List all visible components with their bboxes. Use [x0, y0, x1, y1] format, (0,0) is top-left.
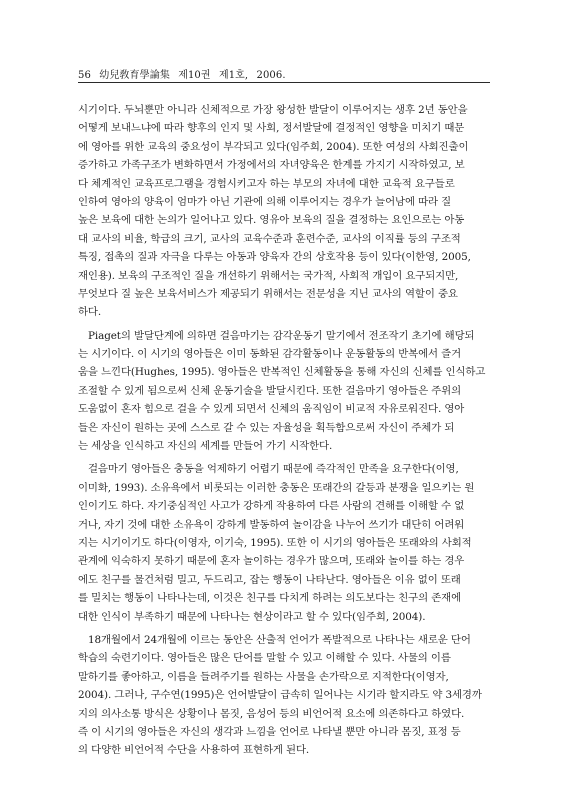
text-line: 다 체계적인 교육프로그램을 경험시키고자 하는 부모의 자녀에 대한 교육적 요구들로 [78, 177, 455, 190]
text-line: 를 밀치는 행동이 나타나는데, 이것은 친구를 다치게 하려는 의도보다는 친구의 존재에 [78, 592, 462, 605]
text-line: 관계에 익숙하지 못하기 때문에 혼자 놀이하는 경우가 많으며, 또래와 놀이를 하는 경우 [78, 555, 465, 568]
text-line: 증가하고 가족구조가 변화하면서 가정에서의 자녀양육은 한계를 가지기 시작하였고, 보 [78, 159, 465, 172]
text-line: 대 교사의 비율, 학급의 크기, 교사의 교육수준과 훈련수준, 교사의 이직률 등의 구조적 [78, 232, 461, 245]
body-text [78, 101, 490, 760]
text-line: 특징, 접촉의 질과 자극을 다루는 아동과 양육자 간의 상호작용 등이 있다(이한영, 2005, [78, 251, 471, 264]
text-line: 에 영아를 위한 교육의 중요성이 부각되고 있다(임주희, 2004). 또한 여성의 사회진출이 [78, 140, 469, 153]
text-line: 무엇보다 질 높은 보육서비스가 제공되기 위해서는 전문성을 지닌 교사의 역할이 중요 [78, 287, 458, 300]
text-line: 는 세상을 인식하고 자신의 세계를 만들어 가기 시작한다. [78, 440, 333, 453]
text-line: 도움없이 혼자 힘으로 걸을 수 있게 되면서 신체의 움직임이 비교적 자유로워진다. 영아 [78, 403, 465, 416]
paragraph [78, 101, 490, 322]
text-line: 움을 느낀다(Hughes, 1995). 영아들은 반복적인 신체활동을 통해 자신의 신체를 인식하고 [78, 366, 486, 379]
text-line: Piaget의 발달단계에 의하면 걸음마기는 감각운동기 말기에서 전조작기 초기에 해당되 [88, 329, 475, 342]
text-line: 말하기를 좋아하고, 이름을 들려주기를 원하는 사물을 손가락으로 지적한다(이영자, [78, 670, 449, 683]
text-line: 의 다양한 비언어적 수단을 사용하여 표현하게 된다. [78, 744, 310, 757]
text-line: 조절할 수 있게 됨으로써 신체 운동기술을 발달시킨다. 또한 걸음마기 영아들은 주위의 [78, 384, 462, 397]
header-rule [78, 82, 490, 83]
text-line: 지의 의사소통 방식은 상황이나 몸짓, 음성어 등의 비언어적 요소에 의존하다고 하였다. [78, 707, 465, 720]
text-line: 들은 자신이 원하는 곳에 스스로 갈 수 있는 자율성을 획득함으로써 자신이 주체가 되 [78, 421, 455, 434]
text-line: 대한 인식이 부족하기 때문에 나타나는 현상이라고 할 수 있다(임주희, 2004). [78, 610, 426, 623]
text-line: 이미화, 1993). 소유욕에서 비롯되는 이러한 충동은 또래간의 갈등과 분쟁을 일으키는 원 [78, 481, 475, 494]
text-line: 2004). 그러나, 구수연(1995)은 언어발달이 급속히 일어나는 시기라 할지라도 약 3세경까 [78, 689, 482, 702]
volume: 제10권 [178, 70, 211, 81]
text-line: 하다. [78, 306, 102, 319]
text-line: 는 시기이다. 이 시기의 영아들은 이미 동화된 감각활동이나 운동활동의 반복에서 즐거 [78, 348, 462, 361]
issue: 제1호, [218, 70, 249, 81]
paragraph [78, 631, 490, 760]
text-line: 거나, 자기 것에 대한 소유욕이 강하게 발동하여 놀이감을 나누어 쓰기가 대단히 어려워 [78, 518, 465, 531]
text-line: 에도 친구를 물건처럼 밀고, 두드리고, 잡는 행동이 나타난다. 영아들은 이유 없이 또래 [78, 573, 461, 586]
year: 2006. [256, 70, 286, 81]
text-line: 18개월에서 24개월에 이르는 동안은 산출적 언어가 폭발적으로 나타나는 새로운 단어 [88, 633, 471, 646]
running-header [78, 66, 490, 81]
text-line: 높은 보육에 대한 논의가 일어나고 있다. 영유아 보육의 질을 결정하는 요인으로는 아동 [78, 214, 465, 227]
text-line: 인하여 영아의 양육이 엄마가 아닌 기관에 의해 이루어지는 경우가 늘어남에 따라 질 [78, 195, 452, 208]
text-line: 인이기도 하다. 자기중심적인 사고가 강하게 작용하여 다른 사람의 견해를 이해할 수 없 [78, 500, 465, 513]
page-number: 56 [78, 70, 91, 81]
text-line: 즉 이 시기의 영아들은 자신의 생각과 느낌을 언어로 나타낼 뿐만 아니라 몸짓, 표정 등 [78, 725, 461, 738]
journal-title: 幼兒敎育學論集 [99, 70, 170, 81]
text-line: 시기이다. 두뇌뿐만 아니라 신체적으로 가장 왕성한 발달이 이루어지는 생후 2년 동안을 [78, 104, 468, 116]
text-line: 학습의 숙련기이다. 영아들은 많은 단어를 말할 수 있고 이해할 수 있다. 사물의 이름 [78, 652, 451, 665]
text-line: 재인용). 보육의 구조적인 질을 개선하기 위해서는 국가적, 사회적 개입이 요구되지만, [78, 269, 459, 282]
paragraph [78, 460, 490, 626]
text-line: 지는 시기이기도 하다(이영자, 이기숙, 1995). 또한 이 시기의 영아들은 또래와의 사회적 [78, 536, 472, 549]
paragraph [78, 327, 490, 456]
text-line: 걸음마기 영아들은 충동을 억제하기 어렵기 때문에 즉각적인 만족을 요구한다(이영, [88, 463, 459, 476]
text-line: 어떻게 보내느냐에 따라 향후의 인지 및 사회, 정서발달에 결정적인 영향을 미치기 때문 [78, 122, 465, 135]
